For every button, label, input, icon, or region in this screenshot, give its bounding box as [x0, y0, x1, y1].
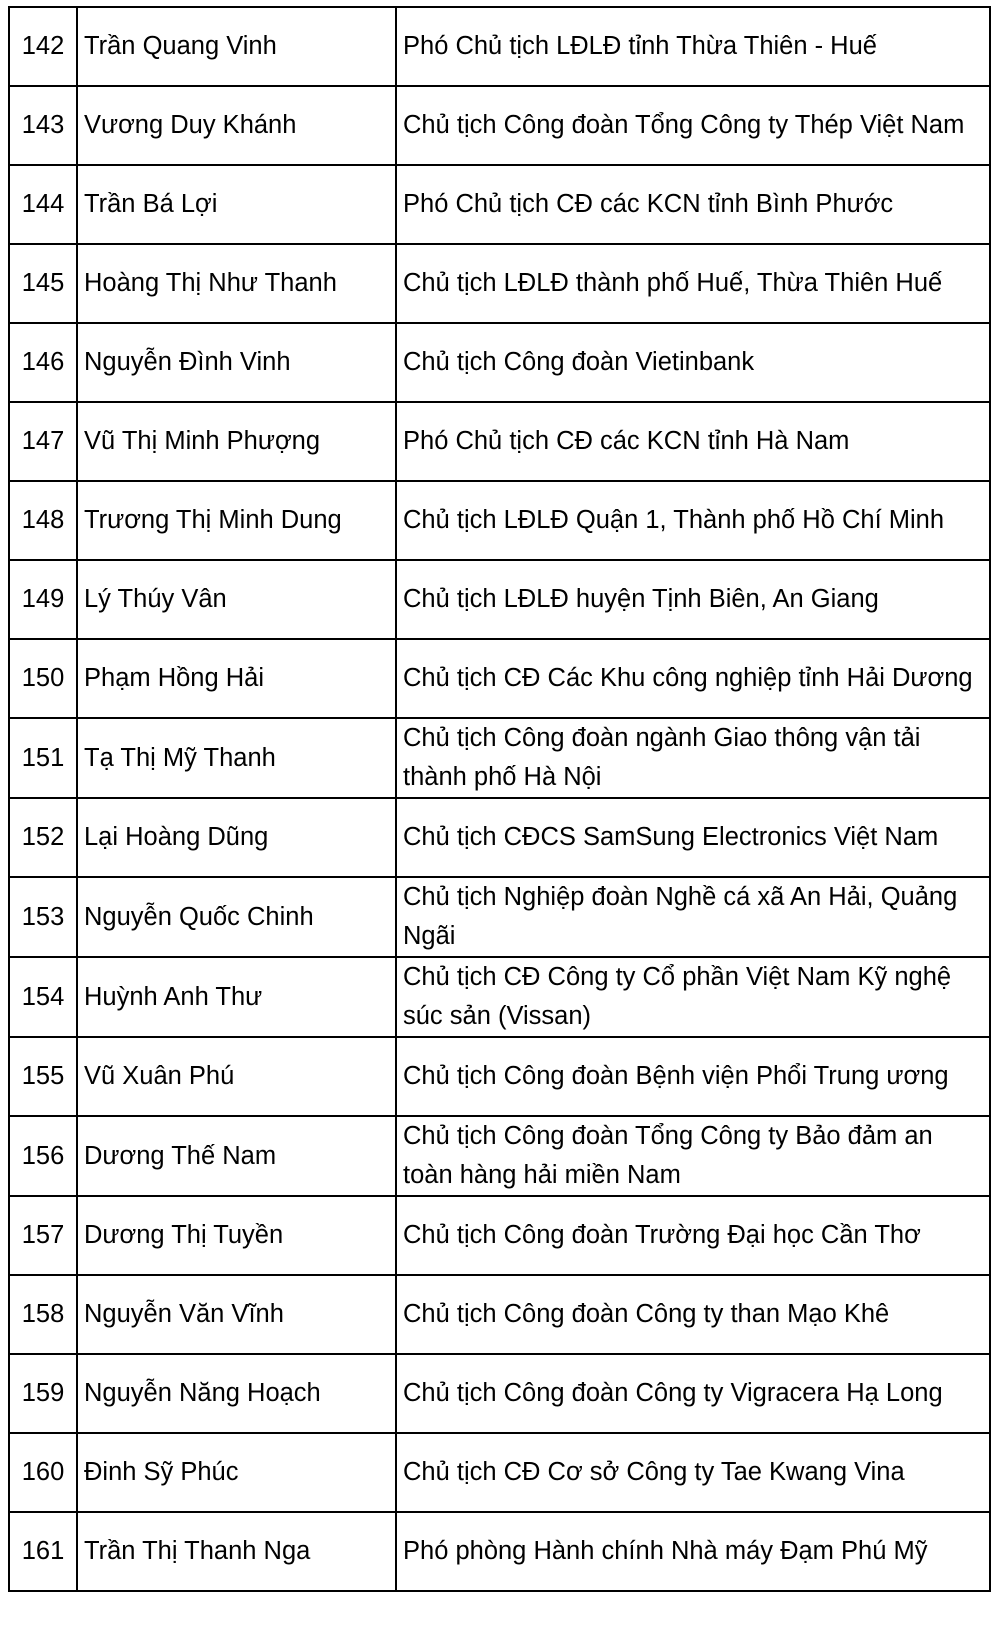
member-position: Phó Chủ tịch LĐLĐ tỉnh Thừa Thiên - Huế	[396, 7, 990, 86]
member-position: Chủ tịch Công đoàn Tổng Công ty Thép Việt Nam	[396, 86, 990, 165]
row-number: 142	[9, 7, 77, 86]
member-name: Dương Thị Tuyền	[77, 1196, 396, 1275]
row-number: 158	[9, 1275, 77, 1354]
table-row	[9, 481, 990, 560]
member-name: Tạ Thị Mỹ Thanh	[77, 718, 396, 798]
table-row	[9, 323, 990, 402]
row-number: 154	[9, 957, 77, 1037]
member-name: Lại Hoàng Dũng	[77, 798, 396, 877]
member-position: Chủ tịch LĐLĐ Quận 1, Thành phố Hồ Chí Minh	[396, 481, 990, 560]
row-number: 156	[9, 1116, 77, 1196]
member-position: Phó Chủ tịch CĐ các KCN tỉnh Bình Phước	[396, 165, 990, 244]
member-position: Chủ tịch CĐ Các Khu công nghiệp tỉnh Hải Dương	[396, 639, 990, 718]
table-row	[9, 165, 990, 244]
member-name: Đinh Sỹ Phúc	[77, 1433, 396, 1512]
row-number: 145	[9, 244, 77, 323]
row-number: 151	[9, 718, 77, 798]
row-number: 159	[9, 1354, 77, 1433]
row-number: 147	[9, 402, 77, 481]
member-position: Chủ tịch Nghiệp đoàn Nghề cá xã An Hải, Quảng Ngãi	[396, 877, 990, 957]
member-position: Chủ tịch Công đoàn Công ty than Mạo Khê	[396, 1275, 990, 1354]
member-name: Trần Bá Lợi	[77, 165, 396, 244]
table-row	[9, 1512, 990, 1591]
member-table-body	[9, 7, 990, 1591]
table-row	[9, 402, 990, 481]
member-name: Vũ Thị Minh Phượng	[77, 402, 396, 481]
table-row	[9, 1433, 990, 1512]
table-row	[9, 957, 990, 1037]
member-position: Chủ tịch Công đoàn Trường Đại học Cần Thơ	[396, 1196, 990, 1275]
row-number: 155	[9, 1037, 77, 1116]
row-number: 152	[9, 798, 77, 877]
member-position: Chủ tịch Công đoàn ngành Giao thông vận tải thành phố Hà Nội	[396, 718, 990, 798]
table-row	[9, 798, 990, 877]
member-name: Nguyễn Văn Vĩnh	[77, 1275, 396, 1354]
member-position: Chủ tịch LĐLĐ thành phố Huế, Thừa Thiên Huế	[396, 244, 990, 323]
member-position: Phó phòng Hành chính Nhà máy Đạm Phú Mỹ	[396, 1512, 990, 1591]
row-number: 157	[9, 1196, 77, 1275]
member-position: Chủ tịch CĐCS SamSung Electronics Việt Nam	[396, 798, 990, 877]
member-position: Chủ tịch LĐLĐ huyện Tịnh Biên, An Giang	[396, 560, 990, 639]
member-name: Lý Thúy Vân	[77, 560, 396, 639]
row-number: 143	[9, 86, 77, 165]
table-row	[9, 877, 990, 957]
row-number: 150	[9, 639, 77, 718]
row-number: 161	[9, 1512, 77, 1591]
table-row	[9, 1275, 990, 1354]
member-name: Vương Duy Khánh	[77, 86, 396, 165]
table-row	[9, 1196, 990, 1275]
table-row	[9, 244, 990, 323]
member-position: Chủ tịch CĐ Công ty Cổ phần Việt Nam Kỹ nghệ súc sản (Vissan)	[396, 957, 990, 1037]
row-number: 149	[9, 560, 77, 639]
member-name: Hoàng Thị Như Thanh	[77, 244, 396, 323]
member-name: Huỳnh Anh Thư	[77, 957, 396, 1037]
member-name: Trần Thị Thanh Nga	[77, 1512, 396, 1591]
member-position: Phó Chủ tịch CĐ các KCN tỉnh Hà Nam	[396, 402, 990, 481]
member-position: Chủ tịch CĐ Cơ sở Công ty Tae Kwang Vina	[396, 1433, 990, 1512]
table-row	[9, 1354, 990, 1433]
member-name: Trương Thị Minh Dung	[77, 481, 396, 560]
member-name: Phạm Hồng Hải	[77, 639, 396, 718]
row-number: 146	[9, 323, 77, 402]
table-row	[9, 1037, 990, 1116]
member-position: Chủ tịch Công đoàn Bệnh viện Phổi Trung ương	[396, 1037, 990, 1116]
row-number: 160	[9, 1433, 77, 1512]
member-name: Nguyễn Quốc Chinh	[77, 877, 396, 957]
table-row	[9, 639, 990, 718]
table-row	[9, 560, 990, 639]
table-row	[9, 1116, 990, 1196]
member-name: Vũ Xuân Phú	[77, 1037, 396, 1116]
member-position: Chủ tịch Công đoàn Công ty Vigracera Hạ Long	[396, 1354, 990, 1433]
table-row	[9, 718, 990, 798]
member-name: Nguyễn Đình Vinh	[77, 323, 396, 402]
table-row	[9, 86, 990, 165]
row-number: 148	[9, 481, 77, 560]
row-number: 153	[9, 877, 77, 957]
table-row	[9, 7, 990, 86]
row-number: 144	[9, 165, 77, 244]
member-name: Nguyễn Năng Hoạch	[77, 1354, 396, 1433]
member-table	[8, 6, 991, 1592]
member-name: Trần Quang Vinh	[77, 7, 396, 86]
member-name: Dương Thế Nam	[77, 1116, 396, 1196]
member-position: Chủ tịch Công đoàn Tổng Công ty Bảo đảm an toàn hàng hải miền Nam	[396, 1116, 990, 1196]
member-position: Chủ tịch Công đoàn Vietinbank	[396, 323, 990, 402]
